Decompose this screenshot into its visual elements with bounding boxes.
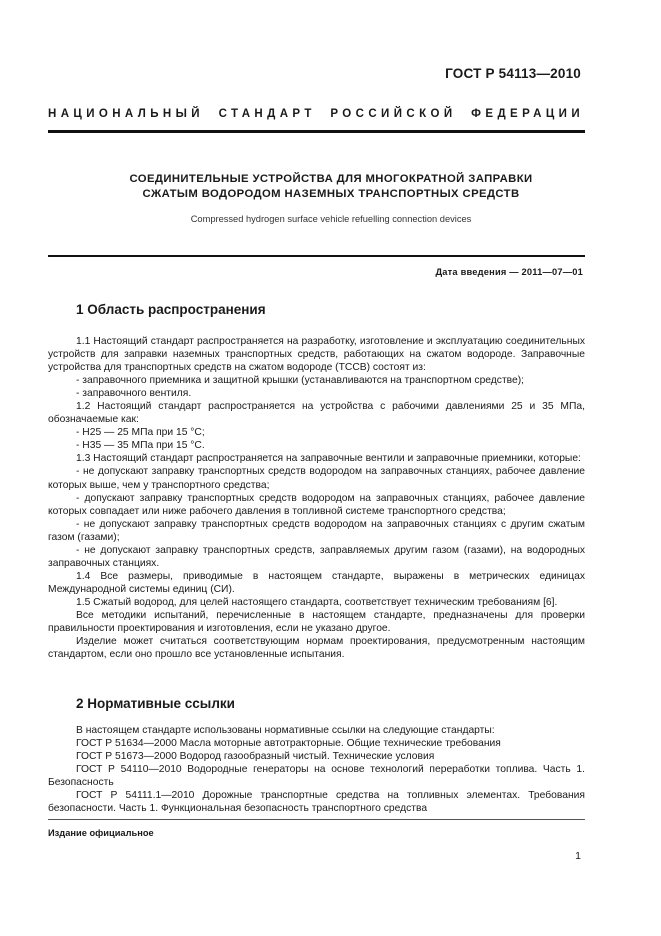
introduction-date: Дата введения — 2011—07—01 [435,267,583,277]
list-item: - заправочного приемника и защитной крышки (устанавливаются на транспортном средстве); [76,375,525,387]
reference-item: ГОСТ Р 51673—2000 Водород газообразный чистый. Технические условия [76,751,435,763]
official-edition-label: Издание официальное [48,828,154,838]
section-2-heading: 2 Нормативные ссылки [76,696,235,711]
title-rule [48,255,585,257]
list-item: - заправочного вентиля. [76,388,192,400]
page-number: 1 [575,850,581,862]
english-title: Compressed hydrogen surface vehicle refuelling connection devices [190,214,472,224]
paragraph-1-3: 1.3 Настоящий стандарт распространяется на заправочные вентили и заправочные приемники, которые: [76,453,581,465]
title-line-2: СЖАТЫМ ВОДОРОДОМ НАЗЕМНЫХ ТРАНСПОРТНЫХ СРЕДСТВ [142,188,520,200]
document-code: ГОСТ Р 54113—2010 [445,66,581,81]
list-item: - H25 — 25 МПа при 15 °С; [76,427,205,439]
title-line-1: СОЕДИНИТЕЛЬНЫЕ УСТРОЙСТВА ДЛЯ МНОГОКРАТНОЙ ЗАПРАВКИ [129,173,533,185]
section-1-body [48,335,585,661]
section-1-heading: 1 Область распространения [76,302,266,317]
paragraph-test-methods: Все методики испытаний, перечисленные в настоящем стандарте, предназначены для проверки правильности проектирования и изготовления, если не указано другое. [48,609,585,635]
list-item: - не допускают заправку транспортных средств водородом на заправочных станциях с другим сжатым газом (газами); [48,518,585,543]
list-item: - не допускают заправку транспортных средств, заправляемых другим газом (газами), на водородных заправочных станциях. [48,544,585,569]
reference-item: ГОСТ Р 54110—2010 Водородные генераторы на основе технологий переработки топлива. Часть 1. Безопасность [48,764,585,789]
list-item: - допускают заправку транспортных средств водородом на заправочных станциях, рабочее давление которых совпадает или ниже рабочего давления в топливной системе транспортного средства; [48,492,585,517]
section-2-body [48,724,585,815]
footer-rule [48,819,585,820]
paragraph-compliance: Изделие может считаться соответствующим нормам проектирования, предусмотренным настоящим стандартом, если оно прошло все установленные испытания. [48,636,585,661]
list-item: - H35 — 35 МПа при 15 °С. [76,440,205,452]
paragraph-1-5: 1.5 Сжатый водород, для целей настоящего стандарта, соответствует техническим требованиям [6]. [76,596,558,608]
paragraph-1-1: 1.1 Настоящий стандарт распространяется на разработку, изготовление и эксплуатацию соединительных устройств для заправки наземных транспортных средств, работающих на сжатом водороде. Заправочные устройства для транспортных средств на сжатом водороде (ТССВ) состоят из: [48,336,585,374]
national-standard-banner: НАЦИОНАЛЬНЫЙ СТАНДАРТ РОССИЙСКОЙ ФЕДЕРАЦИИ [48,108,584,120]
paragraph-1-2: 1.2 Настоящий стандарт распространяется на устройства с рабочими давлениями 25 и 35 МПа, обозначаемые как: [48,401,585,426]
list-item: - не допускают заправку транспортных средств водородом на заправочных станциях, рабочее давление которых выше, чем у транспортного средства; [48,466,585,491]
references-intro: В настоящем стандарте использованы нормативные ссылки на следующие стандарты: [76,725,495,736]
document-title [48,172,614,202]
header-rule [48,130,585,133]
reference-item: ГОСТ Р 51634—2000 Масла моторные автотракторные. Общие технические требования [76,738,501,750]
reference-item: ГОСТ Р 54111.1—2010 Дорожные транспортные средства на топливных элементах. Требования безопасности. Часть 1. Функциональная безопасность транспортного средства [48,790,585,815]
paragraph-1-4: 1.4 Все размеры, приводимые в настоящем стандарте, выражены в метрических единицах Международной системы единиц (СИ). [48,570,585,595]
